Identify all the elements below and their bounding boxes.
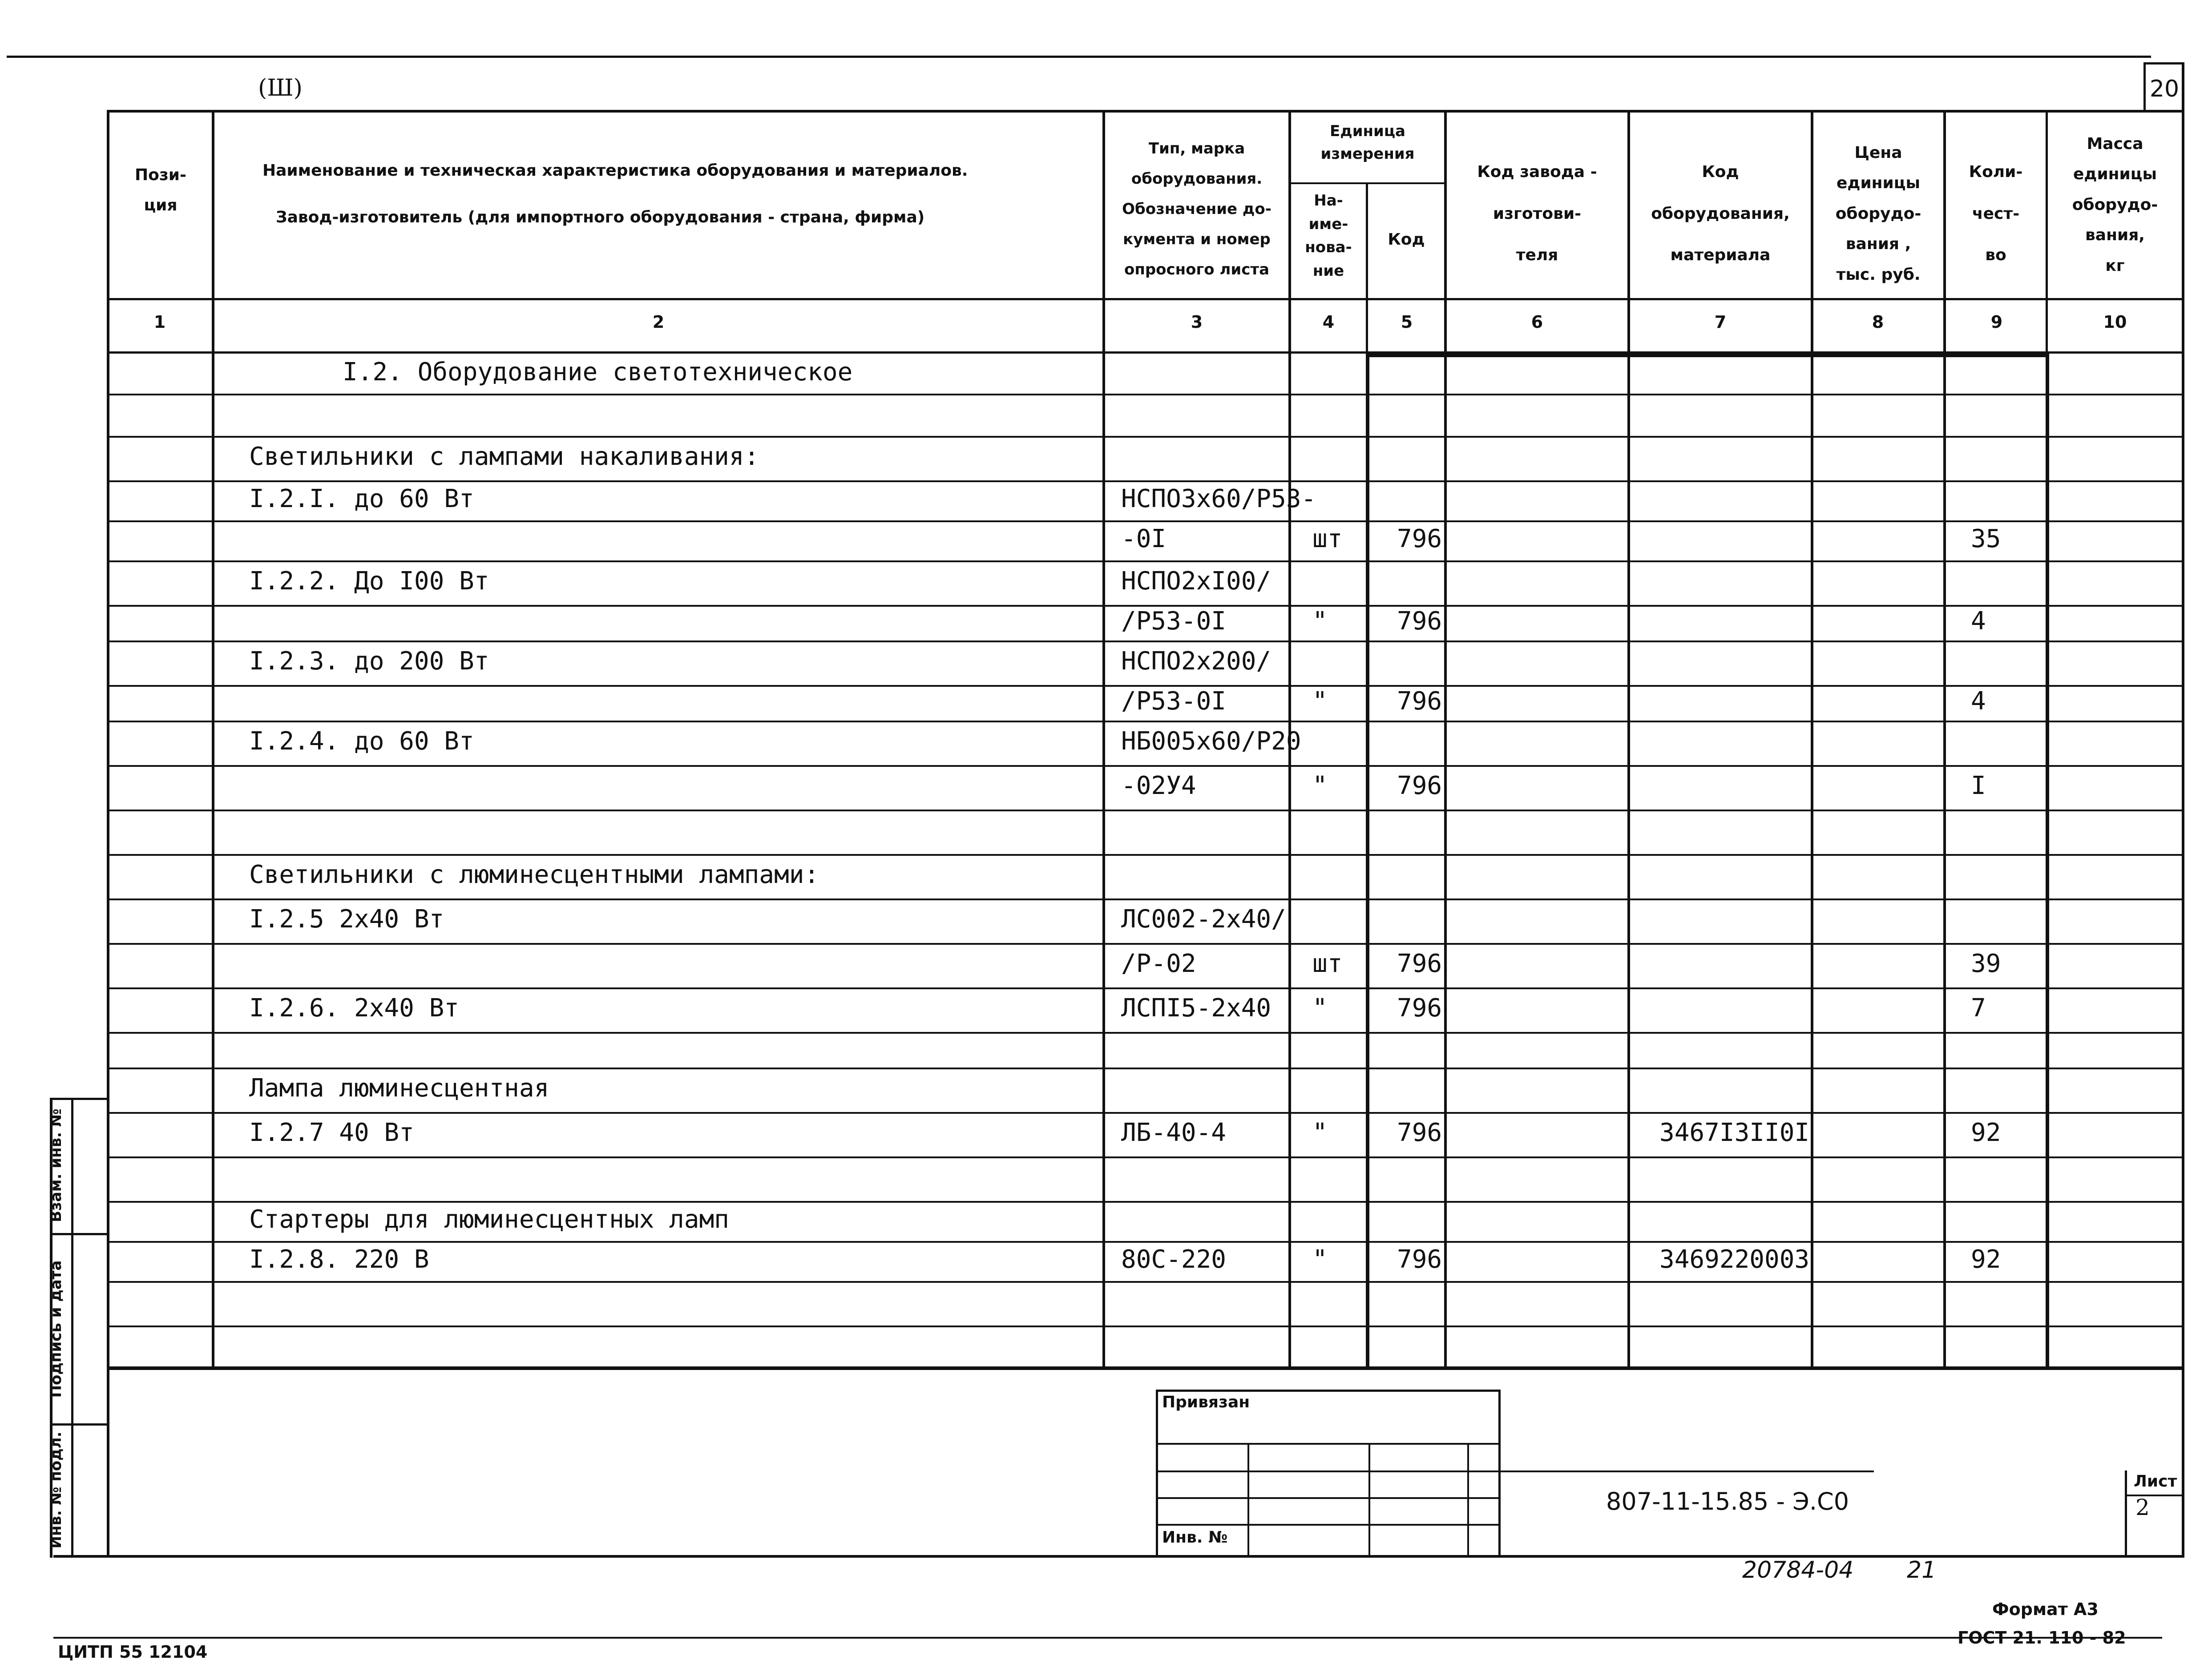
row-separator — [107, 560, 2184, 562]
row-name: I.2.4. до 60 Вт — [249, 727, 474, 756]
top-cut-line — [7, 56, 2151, 58]
header-name-line1: Наименование и техническая характеристика оборудования и материалов. — [262, 161, 968, 180]
row-unit: шт — [1312, 949, 1343, 978]
sheet-label: Лист — [2134, 1472, 2177, 1491]
col-line-4b — [1366, 354, 1369, 1369]
row-separator — [107, 436, 2184, 438]
column-number: 9 — [1990, 312, 2003, 332]
row-equipment-code: 3467I3II0I — [1659, 1118, 1810, 1147]
row-separator — [107, 721, 2184, 722]
row-type: НСПО2хI00/ — [1121, 567, 1271, 596]
stamp-row-1 — [1156, 1443, 1500, 1445]
row-name: I.2.I. до 60 Вт — [249, 484, 474, 513]
stamp-row-3 — [1156, 1497, 1500, 1499]
stamp-row-4 — [1156, 1524, 1500, 1526]
bound-label: Привязан — [1162, 1393, 1250, 1411]
frame-top — [107, 110, 2184, 113]
row-type: 80С-220 — [1121, 1245, 1227, 1274]
row-separator — [107, 1281, 2184, 1283]
row-type: НСПО2х200/ — [1121, 647, 1271, 676]
row-separator — [107, 1112, 2184, 1114]
inv-label: Инв. № — [1162, 1528, 1228, 1547]
page-number-box-left — [2143, 62, 2146, 111]
sheet-number: 2 — [2135, 1495, 2150, 1520]
col-line-9 — [2046, 354, 2049, 1369]
row-type: /Р53-0I — [1121, 687, 1227, 716]
stamp-box-left — [1156, 1390, 1158, 1555]
row-type: -02У4 — [1121, 771, 1196, 800]
header-unit-group: Единица измерения — [1320, 122, 1415, 163]
sheet-box-left — [2125, 1471, 2127, 1555]
row-unit-code: 796 — [1397, 994, 1442, 1023]
row-unit: " — [1312, 994, 1328, 1023]
printer-mark: ЦИТП 55 12104 — [58, 1642, 208, 1662]
row-separator — [107, 641, 2184, 642]
header-mass: Масса единицы оборудо- вания, кг — [2072, 135, 2158, 275]
stamp-box-right — [1498, 1390, 1501, 1555]
row-type: ЛСПI5-2х40 — [1121, 994, 1271, 1023]
row-type: -0I — [1121, 524, 1167, 553]
row-quantity: 35 — [1971, 524, 2001, 553]
row-name: I.2.7 40 Вт — [249, 1118, 414, 1147]
row-quantity: 39 — [1971, 949, 2001, 978]
column-number: 4 — [1322, 312, 1335, 332]
row-unit-code: 796 — [1397, 1245, 1442, 1274]
row-unit-code: 796 — [1397, 607, 1442, 636]
header-position: Пози- ция — [135, 166, 186, 215]
row-separator — [107, 1201, 2184, 1203]
stamp-col-2 — [1368, 1443, 1370, 1555]
column-number: 5 — [1401, 312, 1413, 332]
row-name: I.2.5 2х40 Вт — [249, 905, 444, 934]
row-separator — [107, 765, 2184, 767]
format-label: Формат А3 — [1992, 1599, 2099, 1619]
row-separator — [107, 987, 2184, 989]
column-number: 7 — [1714, 312, 1727, 332]
outer-bottom-line — [53, 1637, 2162, 1639]
row-unit: " — [1312, 771, 1328, 800]
header-bottom — [107, 298, 2184, 300]
row-separator — [107, 480, 2184, 482]
frame-bottom — [53, 1555, 2184, 1558]
row-unit-code: 796 — [1397, 687, 1442, 716]
row-type: /Р53-0I — [1121, 607, 1227, 636]
col-line-9-header — [2046, 111, 2048, 354]
unit-group-divider — [1288, 182, 1447, 184]
corner-mark: (Ш) — [258, 75, 303, 101]
row-separator — [107, 394, 2184, 395]
header-unit-code: Код — [1388, 230, 1425, 249]
row-unit: " — [1312, 687, 1328, 716]
replace-inv-label: Взам. инв. № — [47, 1108, 65, 1222]
row-unit: шт — [1312, 524, 1343, 553]
header-price: Цена единицы оборудо- вания , тыс. руб. — [1835, 144, 1921, 284]
row-type: НСПО3х60/Р53- — [1121, 484, 1316, 513]
header-type: Тип, марка оборудования. Обозначение до- кумента и номер опросного листа — [1122, 140, 1271, 278]
stamp-box-top — [1156, 1390, 1500, 1392]
row-separator — [107, 1326, 2184, 1327]
row-name: Лампа люминесцентная — [249, 1074, 549, 1103]
row-type: НБ005х60/Р20 — [1121, 727, 1301, 756]
row-equipment-code: 3469220003 — [1659, 1245, 1810, 1274]
column-number: 1 — [153, 312, 166, 332]
header-maker-code: Код завода - изготови- теля — [1477, 163, 1597, 265]
row-unit-code: 796 — [1397, 524, 1442, 553]
column-number: 3 — [1191, 312, 1203, 332]
side-stamp-inner — [71, 1098, 73, 1558]
row-name: I.2.8. 220 В — [249, 1245, 429, 1274]
row-quantity: I — [1971, 771, 1986, 800]
row-unit: " — [1312, 1118, 1328, 1147]
row-name: Светильники с лампами накаливания: — [249, 442, 759, 471]
row-type: ЛС002-2х40/ — [1121, 905, 1286, 934]
row-name: I.2.2. До I00 Вт — [249, 567, 489, 596]
frame-left — [107, 110, 109, 1558]
page-number: 20 — [2149, 76, 2180, 102]
row-type: /Р-02 — [1121, 949, 1196, 978]
header-quantity: Коли- чест- во — [1969, 163, 2023, 265]
stamp-row-2 — [1156, 1471, 1874, 1472]
row-separator — [107, 898, 2184, 900]
document-code: 807-11-15.85 - Э.С0 — [1606, 1487, 1849, 1515]
archive-number: 20784-04 — [1742, 1557, 1854, 1583]
row-separator — [107, 810, 2184, 811]
row-quantity: 92 — [1971, 1118, 2001, 1147]
row-name: Светильники с люминесцентными лампами: — [249, 860, 819, 889]
gost-label: ГОСТ 21. 110 - 82 — [1958, 1628, 2126, 1648]
stamp-col-3 — [1467, 1443, 1469, 1555]
bold-block-top — [1366, 354, 2049, 357]
column-number: 6 — [1531, 312, 1543, 332]
row-unit: " — [1312, 607, 1328, 636]
row-name: I.2. Оборудование светотехническое — [343, 358, 853, 387]
row-quantity: 92 — [1971, 1245, 2001, 1274]
column-number: 8 — [1872, 312, 1884, 332]
row-unit: " — [1312, 1245, 1328, 1274]
table-bottom — [107, 1366, 2184, 1370]
row-quantity: 4 — [1971, 687, 1986, 716]
column-number: 10 — [2103, 312, 2127, 332]
row-separator — [107, 520, 2184, 522]
row-name: Стартеры для люминесцентных ламп — [249, 1205, 729, 1234]
row-separator — [107, 1241, 2184, 1243]
col-line-4a — [1366, 182, 1368, 354]
row-type: ЛБ-40-4 — [1121, 1118, 1227, 1147]
row-quantity: 4 — [1971, 607, 1986, 636]
sheet-box-divider — [2125, 1495, 2184, 1496]
header-name-line2: Завод-изготовитель (для импортного оборудования - страна, фирма) — [276, 208, 925, 226]
side-stamp-div1 — [50, 1233, 109, 1235]
archive-page: 21 — [1907, 1557, 1937, 1583]
header-equipment-code: Код оборудования, материала — [1651, 163, 1790, 265]
row-unit-code: 796 — [1397, 771, 1442, 800]
row-unit-code: 796 — [1397, 1118, 1442, 1147]
inv-original-label: Инв. № подл. — [47, 1431, 65, 1549]
row-separator — [107, 854, 2184, 856]
page-number-box-top — [2143, 62, 2184, 64]
signature-date-label: Подпись и дата — [47, 1260, 65, 1398]
row-name: I.2.6. 2х40 Вт — [249, 994, 460, 1023]
row-name: I.2.3. до 200 Вт — [249, 647, 489, 676]
row-separator — [107, 1068, 2184, 1069]
row-quantity: 7 — [1971, 994, 1986, 1023]
row-separator — [107, 1156, 2184, 1158]
row-separator — [107, 943, 2184, 945]
stamp-col-1 — [1247, 1443, 1249, 1555]
header-unit-name: На- име- нова- ние — [1305, 192, 1352, 280]
row-separator — [107, 1032, 2184, 1034]
row-unit-code: 796 — [1397, 949, 1442, 978]
column-number: 2 — [652, 312, 665, 332]
